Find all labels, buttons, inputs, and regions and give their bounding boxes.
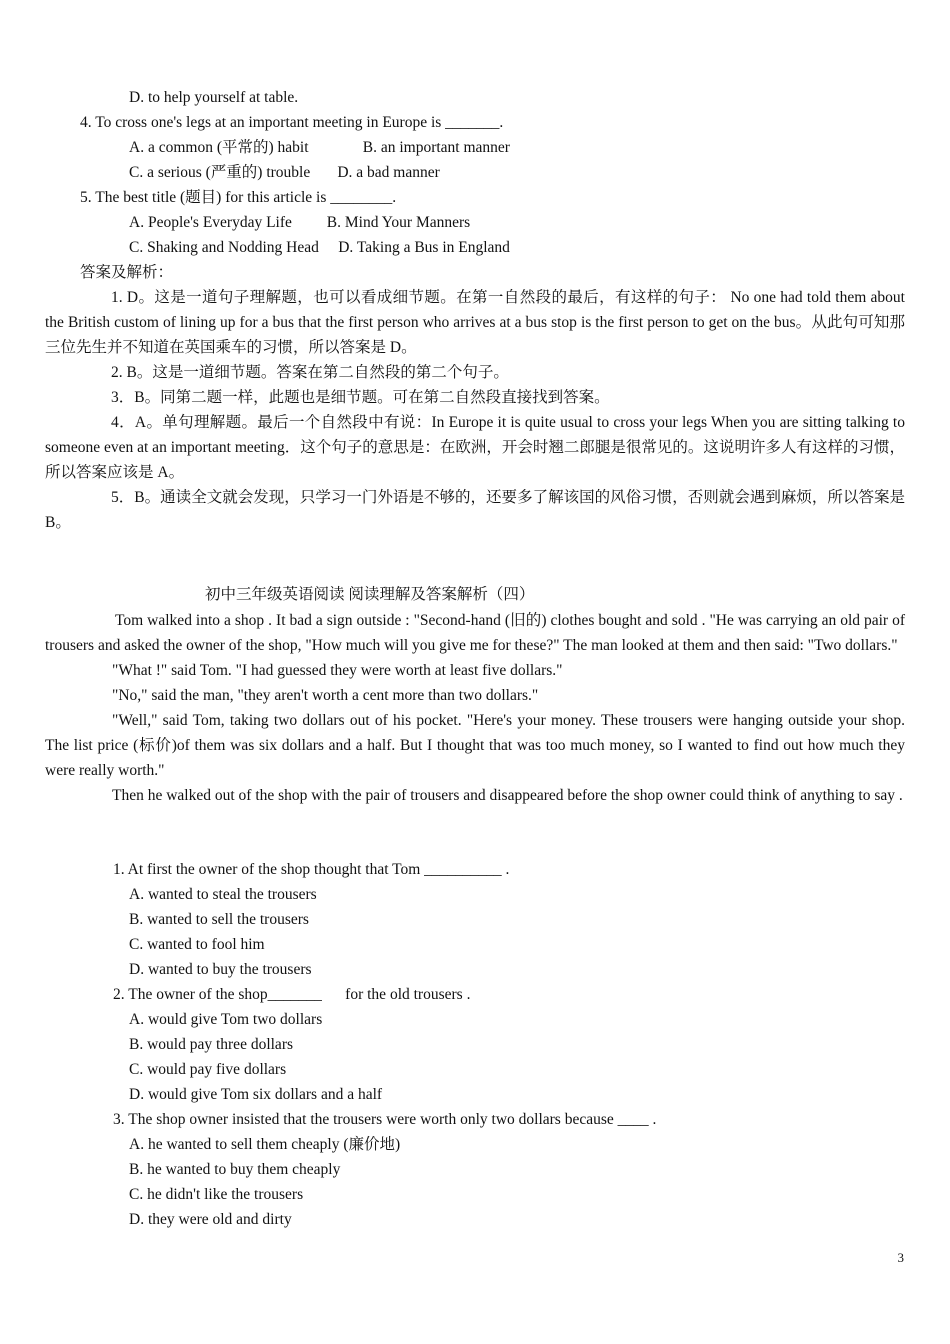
prev-q4-stem: 4. To cross one's legs at an important meeting in Europe is _______. <box>80 114 504 131</box>
prev-q5-options-row1: A. People's Everyday Life B. Mind Your Manners <box>129 214 471 231</box>
question-3-stem: 3. The shop owner insisted that the trousers were worth only two dollars because ____ . <box>113 1111 657 1128</box>
question-1-option-a: A. wanted to steal the trousers <box>129 886 317 903</box>
question-2-option-b: B. would pay three dollars <box>129 1036 294 1053</box>
question-3-option-c: C. he didn't like the trousers <box>129 1186 304 1203</box>
answer-2: 2. B。这是一道细节题。答案在第二自然段的第二个句子。 <box>111 364 509 381</box>
answer-3: 3．B。同第二题一样，此题也是细节题。可在第二自然段直接找到答案。 <box>111 389 610 406</box>
question-1-stem: 1. At first the owner of the shop thought that Tom __________ . <box>113 861 510 878</box>
answers-block <box>45 285 905 535</box>
prev-q4-options-row2: C. a serious (严重的) trouble D. a bad manner <box>129 164 440 181</box>
question-3-option-b: B. he wanted to buy them cheaply <box>129 1161 341 1178</box>
passage-paragraph-3: "No," said the man, "they aren't worth a cent more than two dollars." <box>112 687 539 704</box>
passage <box>45 608 905 808</box>
passage-paragraph-2: "What !" said Tom. "I had guessed they were worth at least five dollars." <box>112 662 563 679</box>
question-2-option-d: D. would give Tom six dollars and a half <box>129 1086 383 1103</box>
answer-1: 1. D。这是一道句子理解题，也可以看成细节题。在第一自然段的最后，有这样的句子： No one had told them about the British custom of lining up for a bus that the first person who arrives at a bus stop is the first person to get on the bus。从此句可知那三位先生并不知道在英国乘车的习惯，所以答案是 D。 <box>45 289 905 356</box>
question-1-option-b: B. wanted to sell the trousers <box>129 911 309 928</box>
answers-heading: 答案及解析： <box>80 264 174 281</box>
question-2-option-a: A. would give Tom two dollars <box>129 1011 323 1028</box>
prev-q3-option-d: D. to help yourself at table. <box>129 89 299 106</box>
question-1-option-d: D. wanted to buy the trousers <box>129 961 312 978</box>
passage-paragraph-5: Then he walked out of the shop with the pair of trousers and disappeared before the shop owner could think of anything to say . <box>112 787 903 804</box>
answer-5: 5．B。通读全文就会发现，只学习一门外语是不够的，还要多了解该国的风俗习惯，否则就会遇到麻烦，所以答案是 B。 <box>45 489 905 531</box>
question-3-option-d: D. they were old and dirty <box>129 1211 292 1228</box>
prev-q4-options-row1: A. a common (平常的) habit B. an important manner <box>129 139 510 156</box>
question-2-option-c: C. would pay five dollars <box>129 1061 287 1078</box>
question-3-option-a: A. he wanted to sell them cheaply (廉价地) <box>129 1136 401 1153</box>
passage-paragraph-1: Tom walked into a shop . It bad a sign outside : "Second-hand (旧的) clothes bought and sold . "He was carrying an old pair of trousers and asked the owner of the shop, "How much will you give me for these?" The man looked at them and then said: "Two dollars." <box>45 612 905 654</box>
question-2-stem: 2. The owner of the shop_______ for the old trousers . <box>113 986 471 1003</box>
section-title: 初中三年级英语阅读 阅读理解及答案解析（四） <box>205 586 535 603</box>
question-1-option-c: C. wanted to fool him <box>129 936 265 953</box>
prev-q5-stem: 5. The best title (题目) for this article is ________. <box>80 189 397 206</box>
page-number: 3 <box>897 1250 904 1265</box>
prev-q5-options-row2: C. Shaking and Nodding Head D. Taking a Bus in England <box>129 239 510 256</box>
passage-paragraph-4: "Well," said Tom, taking two dollars out of his pocket. "Here's your money. These trousers were hanging outside your shop. The list price (标价)of them was six dollars and a half. But I thought that was too much money, so I wanted to find out how much they were really worth." <box>45 712 905 779</box>
answer-4: 4．A。单句理解题。最后一个自然段中有说：In Europe it is quite usual to cross your legs When you are sitting talking to someone even at an important meeting．这个句子的意思是：在欧洲，开会时翘二郎腿是很常见的。这说明许多人有这样的习惯，所以答案应该是 A。 <box>45 414 905 481</box>
